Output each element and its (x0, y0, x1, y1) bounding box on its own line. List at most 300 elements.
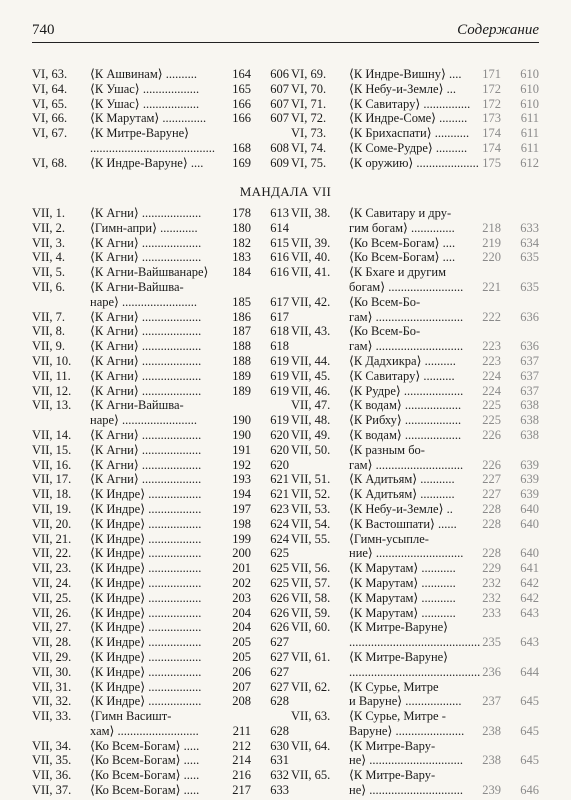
entry-reference: VII, 65. (291, 768, 331, 783)
commentary-page-number: 609 (270, 155, 289, 170)
entry-title: ⟨Гимн-апри⟩ ............ (90, 220, 198, 235)
entry-title: ⟨К Индре-Варуне⟩ .... (90, 155, 204, 170)
entry-reference: VII, 31. (32, 679, 72, 694)
commentary-page-number: 645 (520, 753, 539, 768)
entry-title: ⟨Гимн-усыпле- (349, 531, 429, 546)
toc-entry (32, 206, 289, 221)
entry-title: наре⟩ ........................ (90, 413, 198, 428)
commentary-page-number: 628 (270, 694, 289, 709)
entry-reference: VII, 59. (291, 605, 331, 620)
commentary-page-number: 616 (270, 265, 289, 280)
entry-reference: VI, 66. (32, 111, 68, 126)
entry-reference: VI, 63. (32, 67, 68, 81)
entry-reference: VII, 34. (32, 738, 72, 753)
text-page-number: 189 (232, 368, 251, 383)
entry-title: ⟨Ко Всем-Богам⟩ ..... (90, 753, 200, 768)
commentary-page-number: 625 (270, 561, 289, 576)
entry-reference: VII, 17. (32, 472, 72, 487)
commentary-page-number: 611 (520, 111, 539, 126)
entry-title: ⟨К Митре-Вару- (349, 768, 436, 783)
toc-entry (291, 532, 539, 547)
commentary-page-number: 621 (270, 472, 289, 487)
entry-title: ⟨К Индре⟩ ................. (90, 531, 202, 546)
entry-reference: VI, 65. (32, 96, 68, 111)
text-page-number: 232 (482, 590, 501, 605)
toc-entry (32, 236, 289, 251)
text-page-number: 166 (232, 96, 251, 111)
text-page-number: 222 (482, 309, 501, 324)
entry-title: гим богам⟩ .............. (349, 220, 455, 235)
entry-title: ⟨К Агни-Вайшва- (90, 398, 184, 413)
commentary-page-number: 620 (270, 442, 289, 457)
text-page-number: 197 (232, 501, 251, 516)
entry-reference: VII, 29. (32, 649, 72, 664)
entry-title: гам⟩ ............................ (349, 309, 464, 324)
commentary-page-number: 619 (270, 368, 289, 383)
text-page-number: 211 (232, 723, 251, 738)
text-page-number: 207 (232, 679, 251, 694)
commentary-page-number: 631 (270, 753, 289, 768)
commentary-page-number: 635 (520, 279, 539, 294)
toc-entry (291, 310, 539, 325)
entry-reference: VII, 10. (32, 353, 72, 368)
entry-reference: VII, 36. (32, 768, 72, 783)
toc-entry (291, 354, 539, 369)
toc-entry (291, 768, 539, 783)
toc-entry (291, 280, 539, 295)
commentary-page-number: 619 (270, 413, 289, 428)
entry-reference: VII, 39. (291, 235, 331, 250)
entry-reference: VII, 45. (291, 368, 331, 383)
entry-title: ⟨К Агни⟩ ................... (90, 427, 202, 442)
text-page-number: 219 (482, 235, 501, 250)
toc-entry (32, 650, 289, 665)
text-page-number: 165 (232, 81, 251, 96)
entry-reference: VII, 3. (32, 235, 65, 250)
entry-reference: VII, 16. (32, 457, 72, 472)
entry-reference: VII, 5. (32, 265, 65, 280)
toc-entry (32, 82, 289, 97)
text-page-number: 238 (482, 753, 501, 768)
entry-title: ⟨К Митре-Варуне⟩ (349, 649, 449, 664)
page-number: 740 (32, 22, 55, 38)
text-page-number: 199 (232, 531, 251, 546)
entry-title: не⟩ .............................. (349, 753, 463, 768)
toc-entry (32, 369, 289, 384)
entry-title: ⟨К Митре-Варуне⟩ (90, 126, 190, 141)
entry-title: ⟨К Вастошпати⟩ ...... (349, 516, 457, 531)
text-page-number: 173 (482, 111, 501, 126)
commentary-page-number: 625 (270, 546, 289, 561)
toc-entry (32, 576, 289, 591)
toc-entry (291, 739, 539, 754)
entry-title: ⟨К Агни⟩ ................... (90, 235, 202, 250)
toc-entry (32, 428, 289, 443)
toc-entry (32, 324, 289, 339)
commentary-page-number: 613 (270, 206, 289, 220)
entry-reference: VII, 61. (291, 649, 331, 664)
commentary-page-number: 623 (270, 501, 289, 516)
commentary-page-number: 637 (520, 353, 539, 368)
entry-reference: VII, 11. (32, 368, 71, 383)
text-page-number: 192 (232, 457, 251, 472)
commentary-page-number: 611 (520, 140, 539, 155)
toc-entry (291, 650, 539, 665)
toc-entry (32, 310, 289, 325)
commentary-page-number: 610 (520, 96, 539, 111)
commentary-page-number: 639 (520, 487, 539, 502)
entry-title: ⟨К Ушас⟩ .................. (90, 81, 200, 96)
text-page-number: 223 (482, 353, 501, 368)
text-page-number: 180 (232, 220, 251, 235)
text-page-number: 168 (232, 140, 251, 155)
commentary-page-number: 636 (520, 339, 539, 354)
entry-reference: VII, 6. (32, 279, 65, 294)
entry-reference: VII, 25. (32, 590, 72, 605)
entry-reference: VII, 54. (291, 516, 331, 531)
commentary-page-number: 641 (520, 561, 539, 576)
running-title: Содержание (457, 22, 539, 38)
mandala-heading: МАНДАЛА VII (239, 184, 332, 199)
toc-entry (32, 768, 289, 783)
toc-entry (291, 156, 539, 171)
text-page-number: 198 (232, 516, 251, 531)
text-page-number: 229 (482, 561, 501, 576)
toc-entry (32, 517, 289, 532)
commentary-page-number: 642 (520, 590, 539, 605)
commentary-page-number: 626 (270, 620, 289, 635)
entry-title: ⟨К оружию⟩ .................... (349, 155, 479, 170)
entry-title: ........................................ (90, 140, 215, 155)
toc-entry (291, 206, 539, 221)
commentary-page-number: 628 (270, 723, 289, 738)
entry-title: ⟨К Агни⟩ ................... (90, 442, 202, 457)
toc-entry (291, 591, 539, 606)
text-page-number: 218 (482, 220, 501, 235)
toc-entry (32, 97, 289, 112)
text-page-number: 217 (232, 783, 251, 798)
entry-title: ⟨К Соме-Рудре⟩ .......... (349, 140, 468, 155)
entry-title: ⟨К Агни-Вайшва- (90, 279, 184, 294)
text-page-number: 182 (232, 235, 251, 250)
entry-title: ⟨Ко Всем-Богам⟩ ..... (90, 768, 200, 783)
entry-title: ⟨К Индре⟩ ................. (90, 694, 202, 709)
entry-title: ⟨К Индре-Вишну⟩ .... (349, 67, 462, 81)
toc-entry (291, 472, 539, 487)
toc-entry (291, 620, 539, 635)
entry-reference: VI, 70. (291, 81, 327, 96)
entry-title: ⟨К Марутам⟩ ........... (349, 575, 456, 590)
toc-entry (32, 458, 289, 473)
commentary-page-number: 620 (270, 457, 289, 472)
commentary-page-number: 626 (270, 590, 289, 605)
commentary-page-number: 607 (270, 111, 289, 126)
entry-reference: VII, 2. (32, 220, 65, 235)
toc-entry (291, 67, 539, 82)
entry-title: ⟨К Индре-Соме⟩ ......... (349, 111, 468, 126)
toc-entry (32, 398, 289, 413)
entry-title: ⟨К Митре-Варуне⟩ (349, 620, 449, 635)
commentary-page-number: 640 (520, 546, 539, 561)
right-toc-column (291, 206, 539, 798)
entry-title: ⟨К водам⟩ .................. (349, 427, 462, 442)
commentary-page-number: 617 (270, 294, 289, 309)
entry-title: ⟨К Агни-Вайшванаре⟩ (90, 265, 209, 280)
entry-title: ⟨К Индре⟩ ................. (90, 516, 202, 531)
entry-title: ⟨К Индре⟩ ................. (90, 487, 202, 502)
entry-reference: VI, 69. (291, 67, 327, 81)
toc-entry (291, 753, 539, 768)
entry-title: ⟨К Индре⟩ ................. (90, 590, 202, 605)
entry-reference: VI, 71. (291, 96, 327, 111)
commentary-page-number: 630 (270, 738, 289, 753)
commentary-page-number: 638 (520, 398, 539, 413)
entry-title: ⟨К Индре⟩ ................. (90, 501, 202, 516)
commentary-page-number: 633 (520, 220, 539, 235)
commentary-page-number: 625 (270, 575, 289, 590)
entry-title: ⟨К Рибху⟩ .................. (349, 413, 462, 428)
commentary-page-number: 624 (270, 531, 289, 546)
text-page-number: 224 (482, 383, 501, 398)
text-page-number: 190 (232, 427, 251, 442)
commentary-page-number: 637 (520, 383, 539, 398)
commentary-page-number: 612 (520, 155, 539, 170)
text-page-number: 228 (482, 546, 501, 561)
toc-entry (291, 428, 539, 443)
commentary-page-number: 624 (270, 516, 289, 531)
commentary-page-number: 616 (270, 250, 289, 265)
entry-title: не⟩ .............................. (349, 783, 463, 798)
entry-reference: VII, 50. (291, 442, 331, 457)
toc-entry (291, 606, 539, 621)
text-page-number: 223 (482, 339, 501, 354)
text-page-number: 228 (482, 516, 501, 531)
commentary-page-number: 619 (270, 383, 289, 398)
commentary-page-number: 632 (270, 768, 289, 783)
entry-reference: VII, 49. (291, 427, 331, 442)
entry-reference: VI, 72. (291, 111, 327, 126)
commentary-page-number: 642 (520, 575, 539, 590)
entry-reference: VII, 23. (32, 561, 72, 576)
entry-reference: VII, 22. (32, 546, 72, 561)
entry-title: ⟨К Ашвинам⟩ .......... (90, 67, 197, 81)
text-page-number: 174 (482, 126, 501, 141)
text-page-number: 228 (482, 501, 501, 516)
text-page-number: 194 (232, 487, 251, 502)
entry-title: ⟨Ко Всем-Бо- (349, 294, 421, 309)
text-page-number: 237 (482, 694, 501, 709)
toc-entry (291, 111, 539, 126)
toc-entry (291, 665, 539, 680)
entry-title: богам⟩ ........................ (349, 279, 464, 294)
commentary-page-number: 638 (520, 413, 539, 428)
toc-entry (32, 250, 289, 265)
toc-entry (291, 443, 539, 458)
entry-title: ⟨К Индре⟩ ................. (90, 575, 202, 590)
entry-title: ⟨К разным бо- (349, 442, 425, 457)
entry-title: ⟨К Рудре⟩ ................... (349, 383, 464, 398)
entry-reference: VII, 47. (291, 398, 331, 413)
commentary-page-number: 645 (520, 694, 539, 709)
entry-title: ⟨К Савитару⟩ ............... (349, 96, 471, 111)
toc-entry (291, 82, 539, 97)
entry-reference: VI, 64. (32, 81, 68, 96)
toc-entry (291, 709, 539, 724)
entry-reference: VII, 7. (32, 309, 65, 324)
entry-title: ⟨К Агни⟩ ................... (90, 353, 202, 368)
text-page-number: 171 (482, 67, 501, 81)
toc-entry (32, 487, 289, 502)
text-page-number: 239 (482, 783, 501, 798)
entry-reference: VII, 58. (291, 590, 331, 605)
commentary-page-number: 611 (520, 126, 539, 141)
toc-entry (32, 111, 289, 126)
entry-title: ⟨К Индре⟩ ................. (90, 635, 202, 650)
entry-title: ⟨К водам⟩ .................. (349, 398, 462, 413)
entry-reference: VII, 21. (32, 531, 72, 546)
entry-title: ⟨К Марутам⟩ ........... (349, 561, 456, 576)
text-page-number: 220 (482, 250, 501, 265)
commentary-page-number: 621 (270, 487, 289, 502)
commentary-page-number: 618 (270, 339, 289, 354)
commentary-page-number: 637 (520, 368, 539, 383)
text-page-number: 221 (482, 279, 501, 294)
text-page-number: 190 (232, 413, 251, 428)
entry-title: ⟨К Сурье, Митре - (349, 709, 446, 724)
text-page-number: 232 (482, 575, 501, 590)
text-page-number: 225 (482, 413, 501, 428)
entry-reference: VII, 30. (32, 664, 72, 679)
text-page-number: 189 (232, 383, 251, 398)
toc-entry (32, 280, 289, 295)
commentary-page-number: 646 (520, 783, 539, 798)
toc-entry (32, 635, 289, 650)
toc-entry (291, 265, 539, 280)
entry-reference: VII, 1. (32, 206, 65, 220)
commentary-page-number: 627 (270, 664, 289, 679)
toc-entry (32, 295, 289, 310)
toc-entry (291, 694, 539, 709)
toc-entry (32, 739, 289, 754)
toc-entry (32, 502, 289, 517)
entry-reference: VII, 44. (291, 353, 331, 368)
toc-entry (32, 67, 289, 82)
text-page-number: 201 (232, 561, 251, 576)
entry-title: ⟨К Бхаге и другим (349, 265, 447, 280)
entry-title: ⟨К Брихаспати⟩ ........... (349, 126, 470, 141)
text-page-number: 175 (482, 155, 501, 170)
entry-title: ние⟩ ............................ (349, 546, 464, 561)
text-page-number: 166 (232, 111, 251, 126)
entry-reference: VII, 8. (32, 324, 65, 339)
entry-title: ⟨К Агни⟩ ................... (90, 457, 202, 472)
entry-reference: VII, 42. (291, 294, 331, 309)
entry-title: ⟨К Адитьям⟩ ........... (349, 487, 455, 502)
entry-reference: VII, 24. (32, 575, 72, 590)
toc-entry (291, 339, 539, 354)
toc-entry (32, 339, 289, 354)
entry-title: ⟨К Индре⟩ ................. (90, 620, 202, 635)
entry-title: .......................................... (349, 664, 481, 679)
commentary-page-number: 643 (520, 605, 539, 620)
entry-reference: VII, 12. (32, 383, 72, 398)
commentary-page-number: 639 (520, 457, 539, 472)
entry-title: ⟨Ко Всем-Богам⟩ ..... (90, 738, 200, 753)
commentary-page-number: 640 (520, 516, 539, 531)
toc-entry (32, 620, 289, 635)
entry-reference: VII, 9. (32, 339, 65, 354)
toc-entry (291, 384, 539, 399)
commentary-page-number: 610 (520, 81, 539, 96)
commentary-page-number: 639 (520, 472, 539, 487)
text-page-number: 205 (232, 635, 251, 650)
entry-title: ⟨К Агни⟩ ................... (90, 472, 202, 487)
text-page-number: 188 (232, 353, 251, 368)
entry-reference: VII, 32. (32, 694, 72, 709)
entry-title: ⟨К Ушас⟩ .................. (90, 96, 200, 111)
entry-title: и Варуне⟩ .................. (349, 694, 462, 709)
toc-entry (32, 724, 289, 739)
entry-title: ⟨К Агни⟩ ................... (90, 383, 202, 398)
commentary-page-number: 633 (270, 783, 289, 798)
entry-reference: VI, 68. (32, 155, 68, 170)
toc-entry (291, 398, 539, 413)
commentary-page-number: 620 (270, 427, 289, 442)
text-page-number: 212 (232, 738, 251, 753)
commentary-page-number: 640 (520, 501, 539, 516)
toc-entry (32, 591, 289, 606)
entry-reference: VII, 28. (32, 635, 72, 650)
text-page-number: 172 (482, 96, 501, 111)
toc-entry (32, 680, 289, 695)
entry-title: ⟨Гимн Васишт- (90, 709, 172, 724)
text-page-number: 184 (232, 265, 251, 280)
entry-reference: VII, 14. (32, 427, 72, 442)
toc-entry (291, 236, 539, 251)
page-header (32, 22, 539, 43)
entry-title: ⟨К Агни⟩ ................... (90, 309, 202, 324)
toc-entry (291, 546, 539, 561)
entry-reference: VII, 56. (291, 561, 331, 576)
left-toc-column (32, 206, 289, 798)
commentary-page-number: 615 (270, 235, 289, 250)
entry-reference: VII, 55. (291, 531, 331, 546)
entry-title: гам⟩ ............................ (349, 339, 464, 354)
toc-entry (291, 413, 539, 428)
entry-reference: VII, 37. (32, 783, 72, 798)
entry-title: Варуне⟩ ...................... (349, 723, 465, 738)
toc-entry (291, 126, 539, 141)
toc-entry (291, 576, 539, 591)
toc-entry (32, 709, 289, 724)
toc-entry (291, 250, 539, 265)
entry-title: гам⟩ ............................ (349, 457, 464, 472)
toc-entry (291, 487, 539, 502)
text-page-number: 204 (232, 605, 251, 620)
commentary-page-number: 627 (270, 635, 289, 650)
entry-reference: VII, 13. (32, 398, 72, 413)
text-page-number: 227 (482, 487, 501, 502)
text-page-number: 224 (482, 368, 501, 383)
text-page-number: 203 (232, 590, 251, 605)
commentary-page-number: 627 (270, 649, 289, 664)
toc-entry (291, 458, 539, 473)
toc-entry (291, 141, 539, 156)
text-page-number: 235 (482, 635, 501, 650)
entry-reference: VII, 46. (291, 383, 331, 398)
entry-reference: VI, 74. (291, 140, 327, 155)
entry-reference: VII, 57. (291, 575, 331, 590)
